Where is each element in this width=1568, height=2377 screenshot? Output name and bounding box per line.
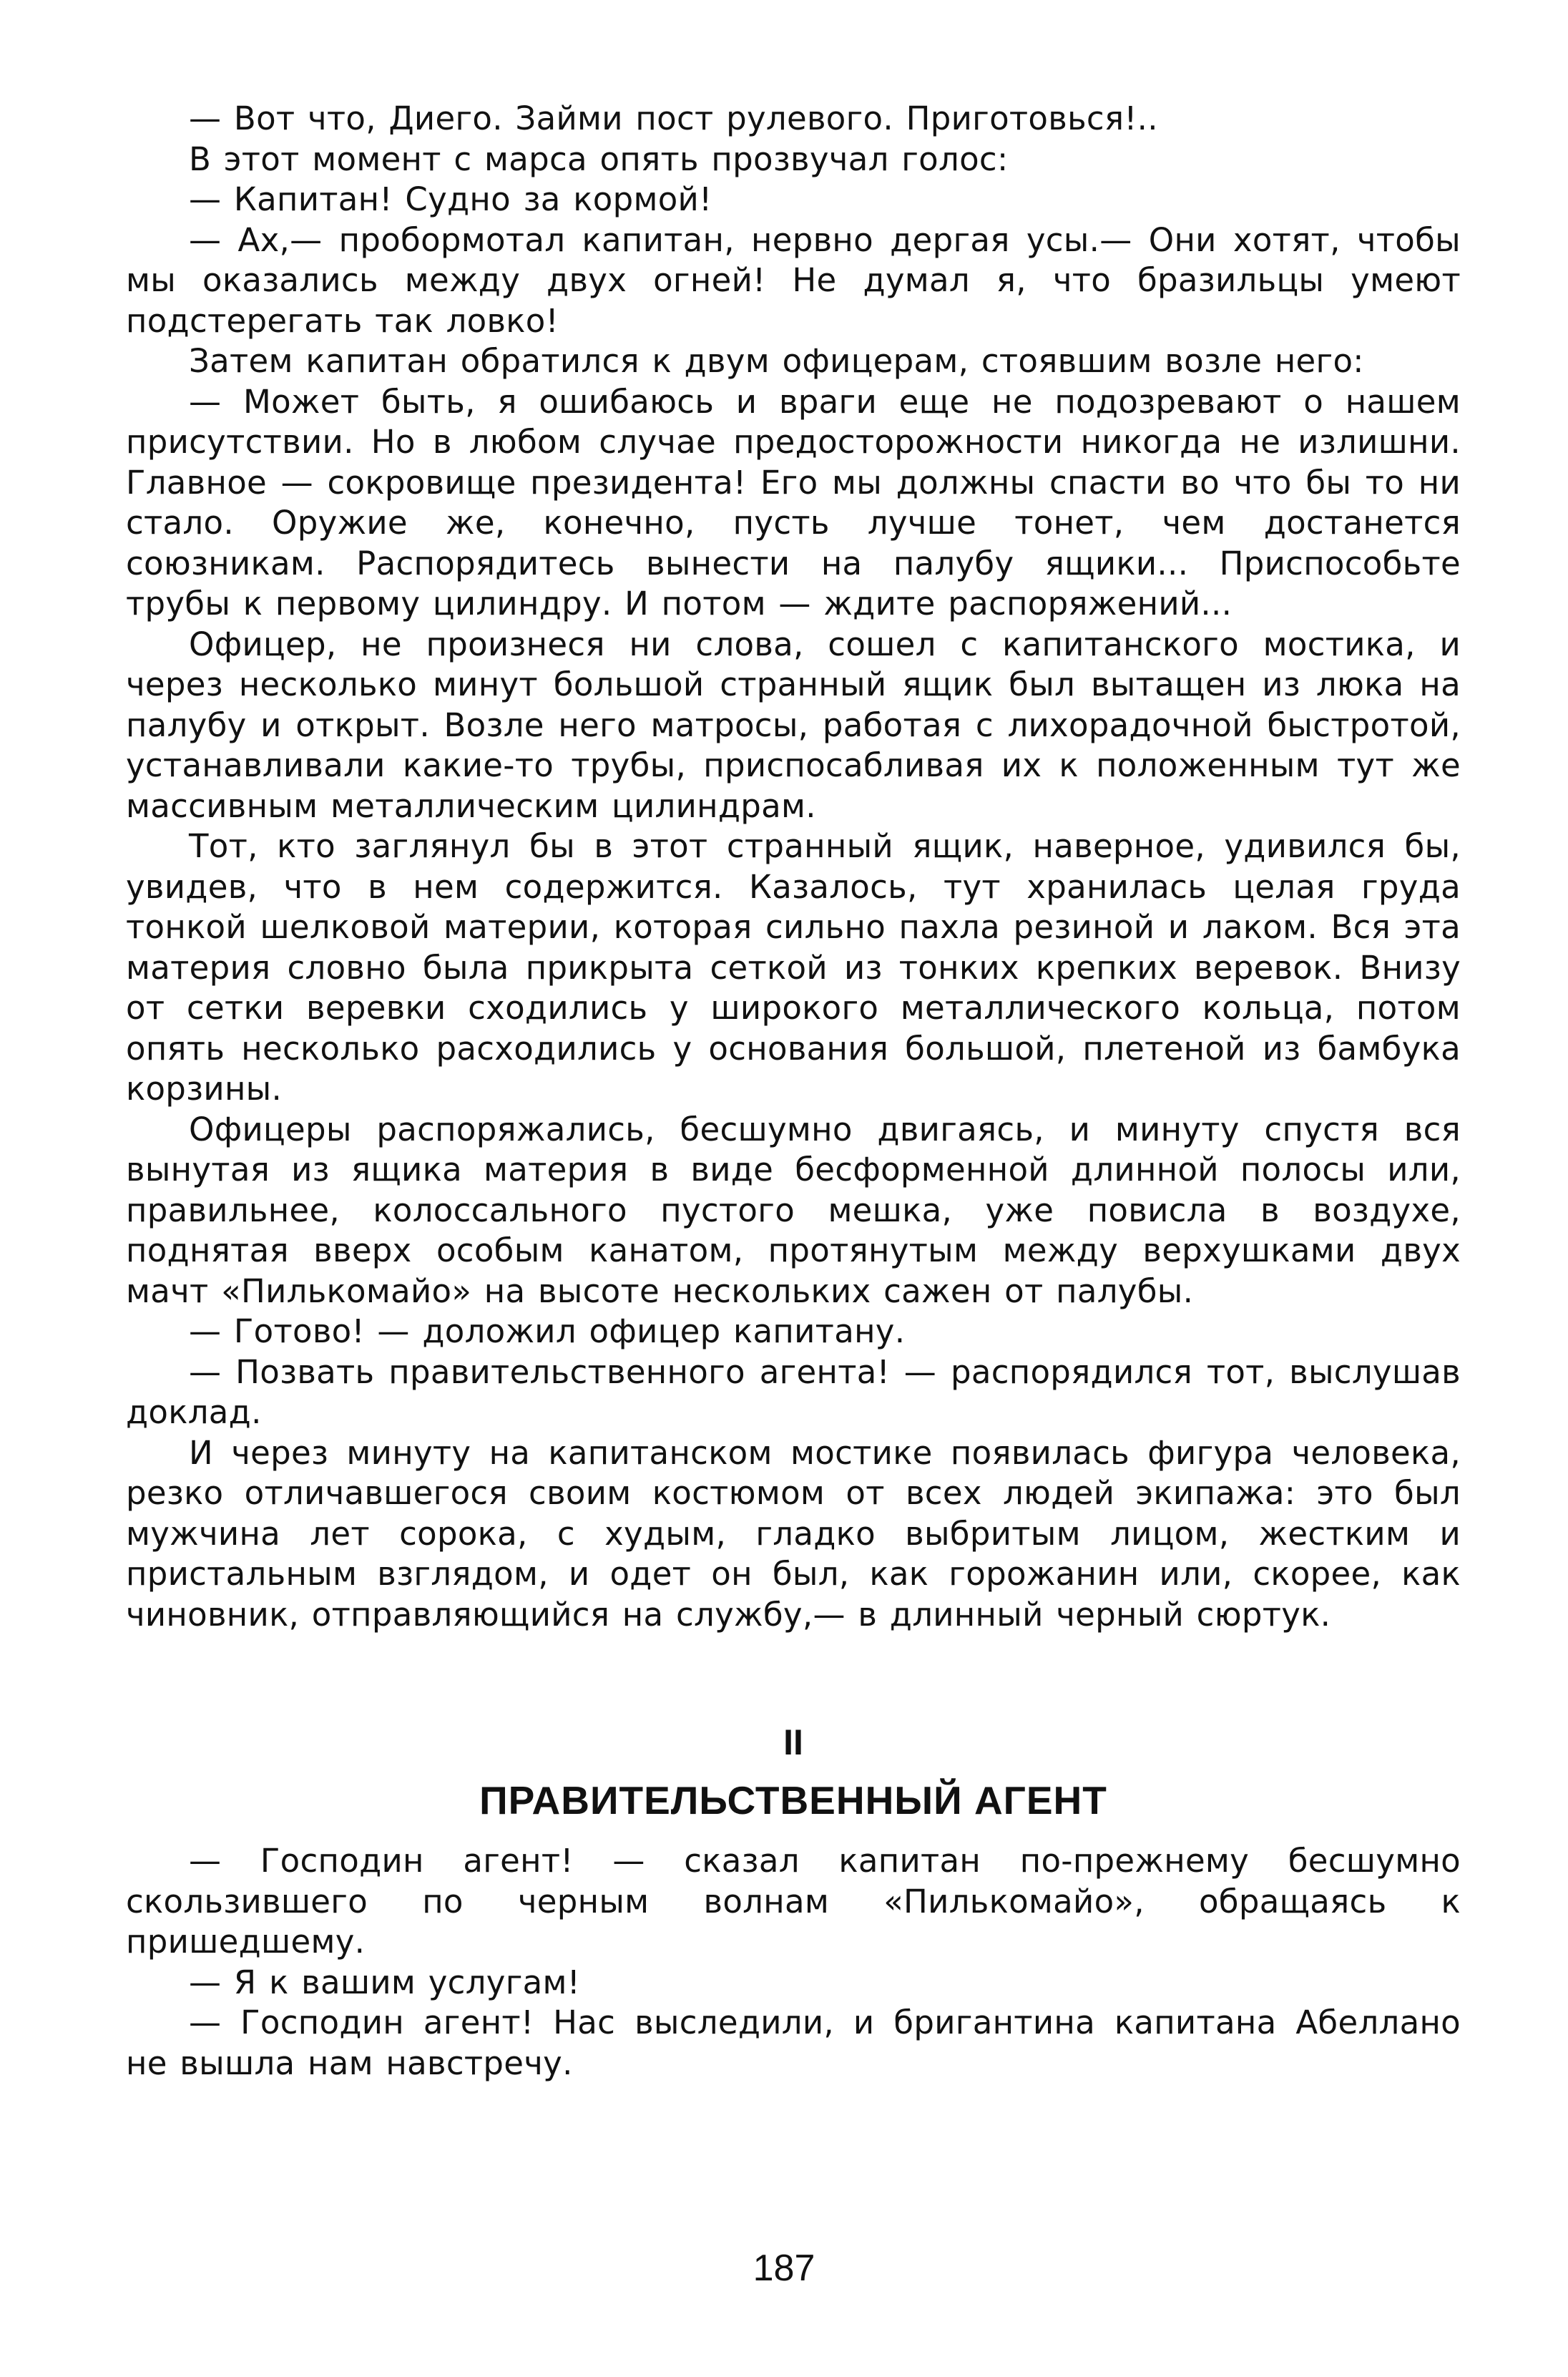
paragraph: — Вот что, Диего. Займи пост рулевого. Приготовься!..: [189, 99, 1158, 137]
paragraph: — Может быть, я ошибаюсь и враги еще не подозревают о нашем присутствии. Но в любом случае предосторожности никогда не излишни. Главное — сокровище президента! Его мы должны спасти во что бы то ни стало. Оружие же, конечно, пусть лучше тонет, чем достанется союзникам. Распорядитесь вынести на палубу ящики... Приспособьте трубы к первому цилиндру. И потом — ждите распоряжений...: [126, 382, 1461, 623]
paragraph: — Капитан! Судно за кормой!: [189, 180, 712, 218]
paragraph: — Ах,— пробормотал капитан, нервно дергая усы.— Они хотят, чтобы мы оказались между двух огней! Не думал я, что бразильцы умеют подстерегать так ловко!: [126, 220, 1461, 340]
paragraph: — Готово! — доложил офицер капитану.: [189, 1312, 906, 1350]
paragraph: Офицер, не произнеся ни слова, сошел с капитанского мостика, и через несколько минут большой странный ящик был вытащен из люка на палубу и открыт. Возле него матросы, работая с лихорадочной быстротой, устанавливали какие-то трубы, приспосабливая их к положенным тут же массивным металлическим цилиндрам.: [126, 625, 1461, 825]
paragraph: В этот момент с марса опять прозвучал голос:: [189, 140, 1009, 178]
book-page: [126, 99, 1461, 2084]
chapter-number: II: [783, 1722, 803, 1762]
page-number: 187: [753, 2247, 815, 2289]
paragraph: — Господин агент! Нас выследили, и бригантина капитана Абеллано не вышла нам навстречу.: [126, 2003, 1461, 2082]
paragraph: Затем капитан обратился к двум офицерам, стоявшим возле него:: [189, 342, 1364, 380]
paragraph: — Господин агент! — сказал капитан по-прежнему бесшумно скользившего по черным волнам «Пилькомайо», обращаясь к пришедшему.: [126, 1842, 1461, 1961]
paragraph: Офицеры распоряжались, бесшумно двигаясь, и минуту спустя вся вынутая из ящика материя в виде бесформенной длинной полосы или, правильнее, колоссального пустого мешка, уже повисла в воздухе, поднятая вверх особым канатом, протянутым между верхушками двух мачт «Пилькомайо» на высоте нескольких сажен от палубы.: [126, 1110, 1461, 1310]
paragraph: И через минуту на капитанском мостике появилась фигура человека, резко отличавшегося своим костюмом от всех людей экипажа: это был мужчина лет сорока, с худым, гладко выбритым лицом, жестким и пристальным взглядом, и одет он был, как горожанин или, скорее, как чиновник, отправляющийся на службу,— в длинный черный сюртук.: [126, 1433, 1461, 1634]
paragraph: Тот, кто заглянул бы в этот странный ящик, наверное, удивился бы, увидев, что в нем содержится. Казалось, тут хранилась целая груда тонкой шелковой материи, которая сильно пахла резиной и лаком. Вся эта материя словно была прикрыта сеткой из тонких крепких веревок. Внизу от сетки веревки сходились у широкого металлического кольца, потом опять несколько расходились у основания большой, плетеной из бамбука корзины.: [126, 827, 1461, 1108]
paragraph: — Я к вашим услугам!: [189, 1963, 581, 2001]
chapter-title: ПРАВИТЕЛЬСТВЕННЫЙ АГЕНТ: [479, 1778, 1107, 1822]
paragraph: — Позвать правительственного агента! — распорядился тот, выслушав доклад.: [126, 1352, 1461, 1431]
